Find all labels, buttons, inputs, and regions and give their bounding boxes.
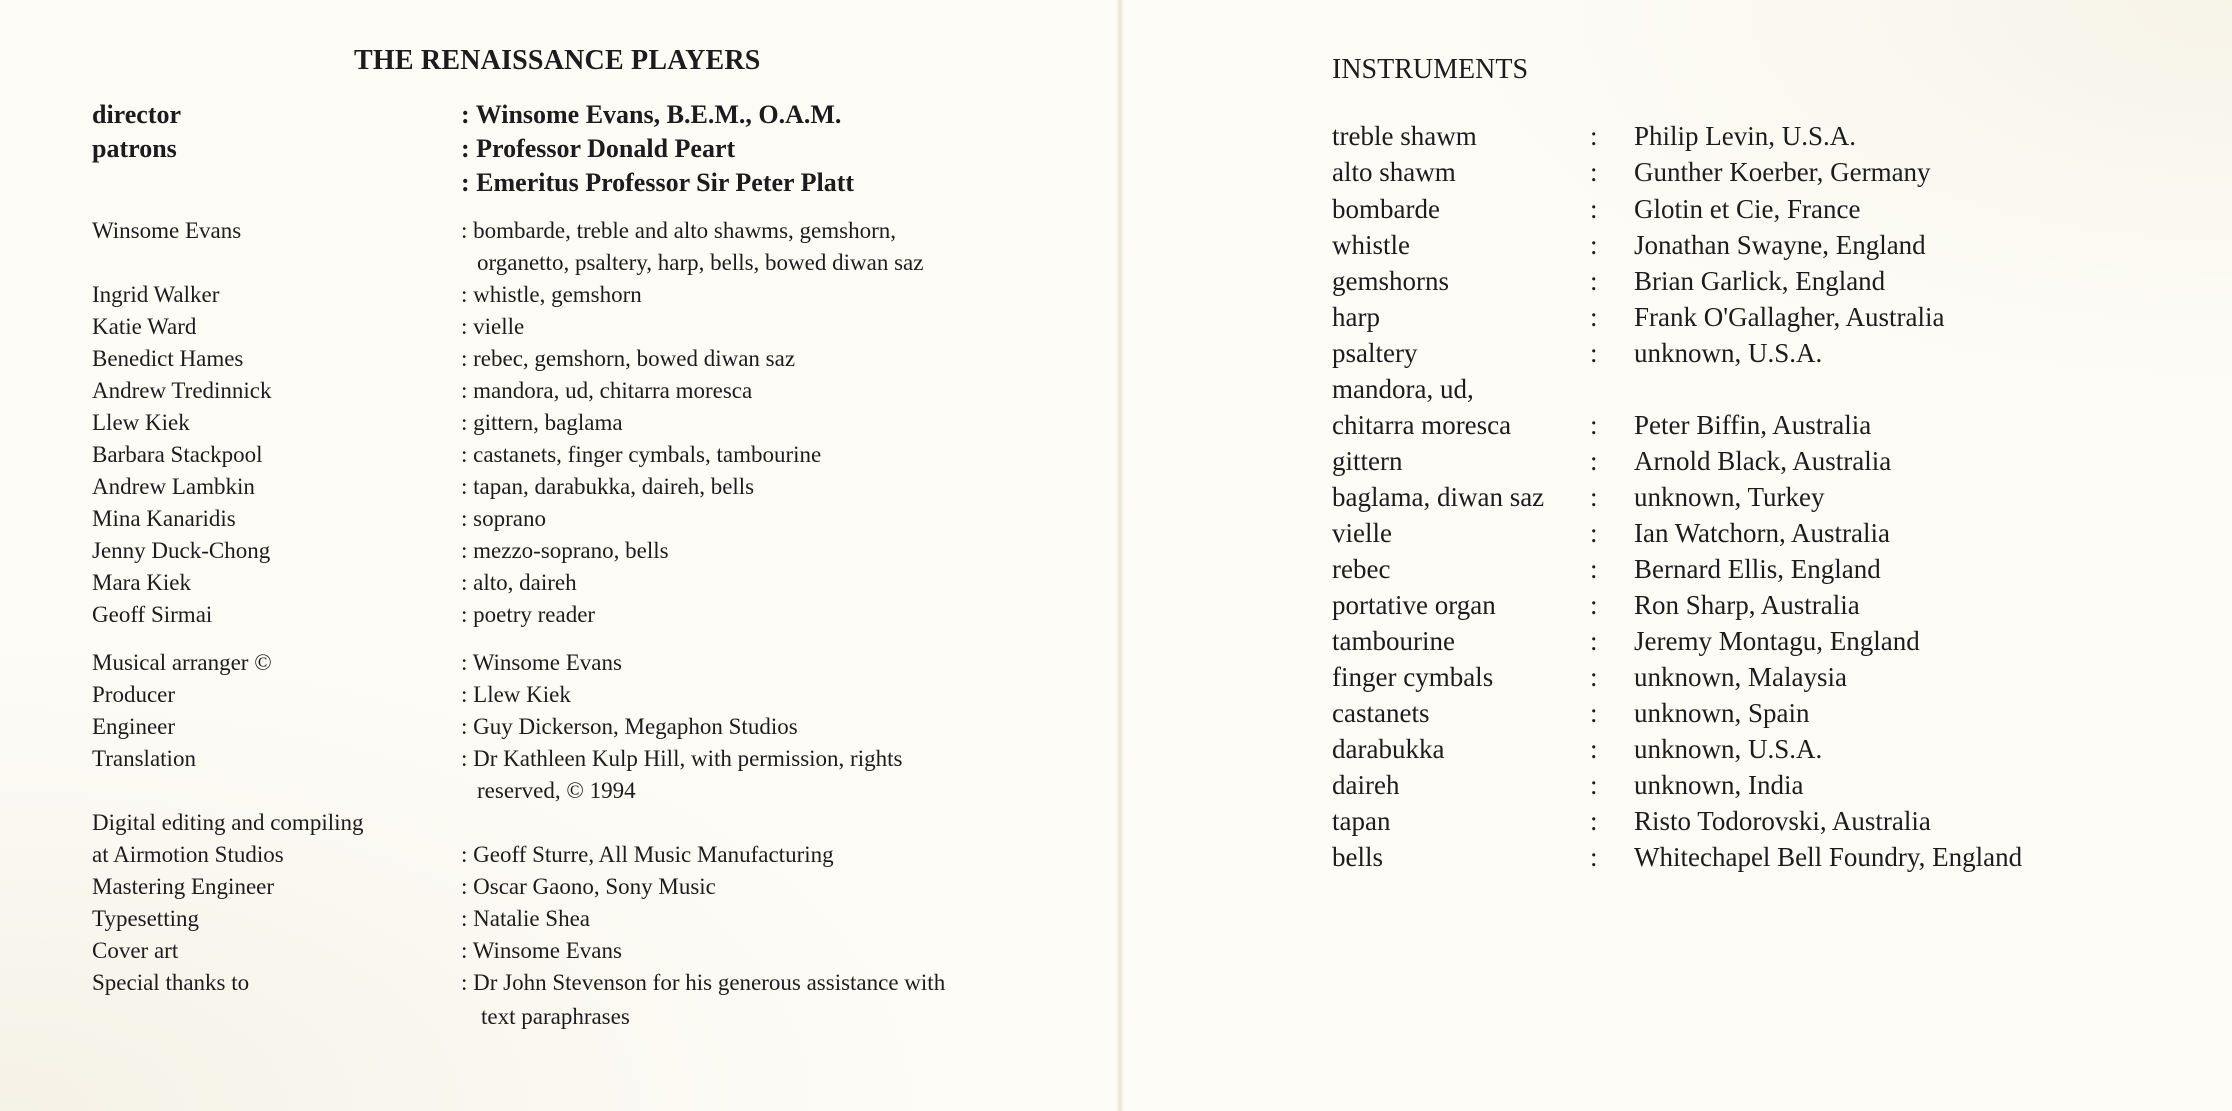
credit-value: : Oscar Gaono, Sony Music	[461, 874, 716, 899]
instrument-maker: Ian Watchorn, Australia	[1634, 518, 1890, 548]
credit-value: text paraphrases	[481, 1004, 630, 1029]
member-name: Llew Kiek	[92, 410, 190, 435]
credit-value: : Geoff Sturre, All Music Manufacturing	[461, 842, 834, 867]
instrument-maker: unknown, Malaysia	[1634, 662, 1847, 692]
instrument-colon: :	[1590, 698, 1598, 728]
instrument-name: mandora, ud,	[1332, 374, 1474, 404]
credit-value: : Winsome Evans	[461, 650, 622, 675]
instrument-name: treble shawm	[1332, 121, 1477, 151]
instrument-maker: Ron Sharp, Australia	[1634, 590, 1860, 620]
instrument-name: harp	[1332, 302, 1380, 332]
instrument-name: finger cymbals	[1332, 662, 1494, 692]
member-instruments: : bombarde, treble and alto shawms, gemshorn,	[461, 218, 896, 243]
member-name: Ingrid Walker	[92, 282, 220, 307]
credit-value: : Llew Kiek	[461, 682, 571, 707]
instrument-maker: Brian Garlick, England	[1634, 266, 1886, 296]
patrons-label: patrons	[92, 134, 177, 163]
member-instruments: : whistle, gemshorn	[461, 282, 642, 307]
instrument-maker: Philip Levin, U.S.A.	[1634, 121, 1857, 151]
credit-label: Typesetting	[92, 906, 199, 931]
member-name: Mina Kanaridis	[92, 506, 236, 531]
member-instruments: : castanets, finger cymbals, tambourine	[461, 442, 822, 467]
credit-label: Musical arranger ©	[92, 650, 272, 675]
instrument-name: vielle	[1332, 518, 1392, 548]
member-name: Benedict Hames	[92, 346, 244, 371]
instrument-colon: :	[1590, 266, 1598, 296]
instrument-name: gittern	[1332, 446, 1403, 476]
instruments-title: INSTRUMENTS	[1332, 54, 1529, 85]
patron-value: : Emeritus Professor Sir Peter Platt	[461, 168, 855, 197]
credit-value: : Dr Kathleen Kulp Hill, with permission, rights	[461, 746, 903, 771]
instrument-name: daireh	[1332, 770, 1400, 800]
instrument-colon: :	[1590, 734, 1598, 764]
credit-label: Mastering Engineer	[92, 874, 275, 899]
instrument-colon: :	[1590, 518, 1598, 548]
instrument-maker: Arnold Black, Australia	[1634, 446, 1892, 476]
member-name: Mara Kiek	[92, 570, 191, 595]
member-name: Winsome Evans	[92, 218, 242, 243]
instrument-maker: Bernard Ellis, England	[1634, 554, 1881, 584]
member-instruments: : gittern, baglama	[461, 410, 623, 435]
instrument-name: baglama, diwan saz	[1332, 482, 1545, 512]
page-fold	[1116, 0, 1124, 1111]
credit-label: Special thanks to	[92, 970, 250, 995]
instrument-colon: :	[1590, 230, 1598, 260]
instrument-colon: :	[1590, 590, 1598, 620]
member-instruments: : poetry reader	[461, 602, 596, 627]
instrument-name: portative organ	[1332, 590, 1496, 620]
instrument-maker: Gunther Koerber, Germany	[1634, 157, 1931, 187]
instrument-maker: Glotin et Cie, France	[1634, 194, 1861, 224]
instrument-colon: :	[1590, 806, 1598, 836]
instrument-name: rebec	[1332, 554, 1391, 584]
member-instruments: organetto, psaltery, harp, bells, bowed diwan saz	[477, 250, 924, 275]
credit-value: : Dr John Stevenson for his generous assistance with	[461, 970, 946, 995]
instrument-colon: :	[1590, 121, 1598, 151]
instrument-maker: unknown, India	[1634, 770, 1804, 800]
instrument-colon: :	[1590, 302, 1598, 332]
credit-label: Producer	[92, 682, 176, 707]
credit-value: : Natalie Shea	[461, 906, 591, 931]
instrument-name: whistle	[1332, 230, 1410, 260]
instrument-maker: Jeremy Montagu, England	[1634, 626, 1920, 656]
member-name: Barbara Stackpool	[92, 442, 263, 467]
member-instruments: : rebec, gemshorn, bowed diwan saz	[461, 346, 796, 371]
member-instruments: : tapan, darabukka, daireh, bells	[461, 474, 755, 499]
member-name: Katie Ward	[92, 314, 197, 339]
instrument-colon: :	[1590, 410, 1598, 440]
instrument-colon: :	[1590, 770, 1598, 800]
member-name: Andrew Tredinnick	[92, 378, 272, 403]
instrument-colon: :	[1590, 338, 1598, 368]
instrument-maker: unknown, U.S.A.	[1634, 734, 1823, 764]
member-instruments: : soprano	[461, 506, 546, 531]
instrument-colon: :	[1590, 662, 1598, 692]
instrument-colon: :	[1590, 482, 1598, 512]
instrument-name: bombarde	[1332, 194, 1440, 224]
instrument-name: tambourine	[1332, 626, 1455, 656]
instrument-maker: Peter Biffin, Australia	[1634, 410, 1872, 440]
member-instruments: : mandora, ud, chitarra moresca	[461, 378, 753, 403]
instrument-name: alto shawm	[1332, 157, 1456, 187]
instrument-colon: :	[1590, 446, 1598, 476]
instrument-name: gemshorns	[1332, 266, 1449, 296]
instrument-name: castanets	[1332, 698, 1430, 728]
instrument-colon: :	[1590, 554, 1598, 584]
director-value: : Winsome Evans, B.E.M., O.A.M.	[461, 100, 842, 129]
instrument-maker: unknown, Spain	[1634, 698, 1810, 728]
instrument-name: darabukka	[1332, 734, 1445, 764]
member-instruments: : mezzo-soprano, bells	[461, 538, 669, 563]
instrument-colon: :	[1590, 194, 1598, 224]
instrument-colon: :	[1590, 842, 1598, 872]
credit-value: : Guy Dickerson, Megaphon Studios	[461, 714, 798, 739]
instrument-maker: unknown, Turkey	[1634, 482, 1825, 512]
instrument-name: psaltery	[1332, 338, 1418, 368]
instrument-maker: unknown, U.S.A.	[1634, 338, 1823, 368]
instrument-maker: Jonathan Swayne, England	[1634, 230, 1926, 260]
instrument-name: chitarra moresca	[1332, 410, 1512, 440]
instrument-colon: :	[1590, 157, 1598, 187]
member-instruments: : vielle	[461, 314, 525, 339]
credit-label: Translation	[92, 746, 196, 771]
member-instruments: : alto, daireh	[461, 570, 577, 595]
right-page	[1124, 0, 2232, 1111]
instrument-name: bells	[1332, 842, 1383, 872]
instrument-maker: Risto Todorovski, Australia	[1634, 806, 1931, 836]
credit-label: at Airmotion Studios	[92, 842, 284, 867]
member-name: Jenny Duck-Chong	[92, 538, 271, 563]
instrument-colon: :	[1590, 626, 1598, 656]
member-name: Geoff Sirmai	[92, 602, 213, 627]
instrument-maker: Whitechapel Bell Foundry, England	[1634, 842, 2023, 872]
member-name: Andrew Lambkin	[92, 474, 255, 499]
credit-value: : Winsome Evans	[461, 938, 622, 963]
credit-label: Cover art	[92, 938, 179, 963]
ensemble-title: THE RENAISSANCE PLAYERS	[354, 45, 761, 76]
credit-value: reserved, © 1994	[477, 778, 636, 803]
patron-value: : Professor Donald Peart	[461, 134, 736, 163]
instrument-name: tapan	[1332, 806, 1391, 836]
instrument-maker: Frank O'Gallagher, Australia	[1634, 302, 1945, 332]
director-label: director	[92, 100, 182, 129]
credit-label: Engineer	[92, 714, 176, 739]
credit-label: Digital editing and compiling	[92, 810, 364, 835]
